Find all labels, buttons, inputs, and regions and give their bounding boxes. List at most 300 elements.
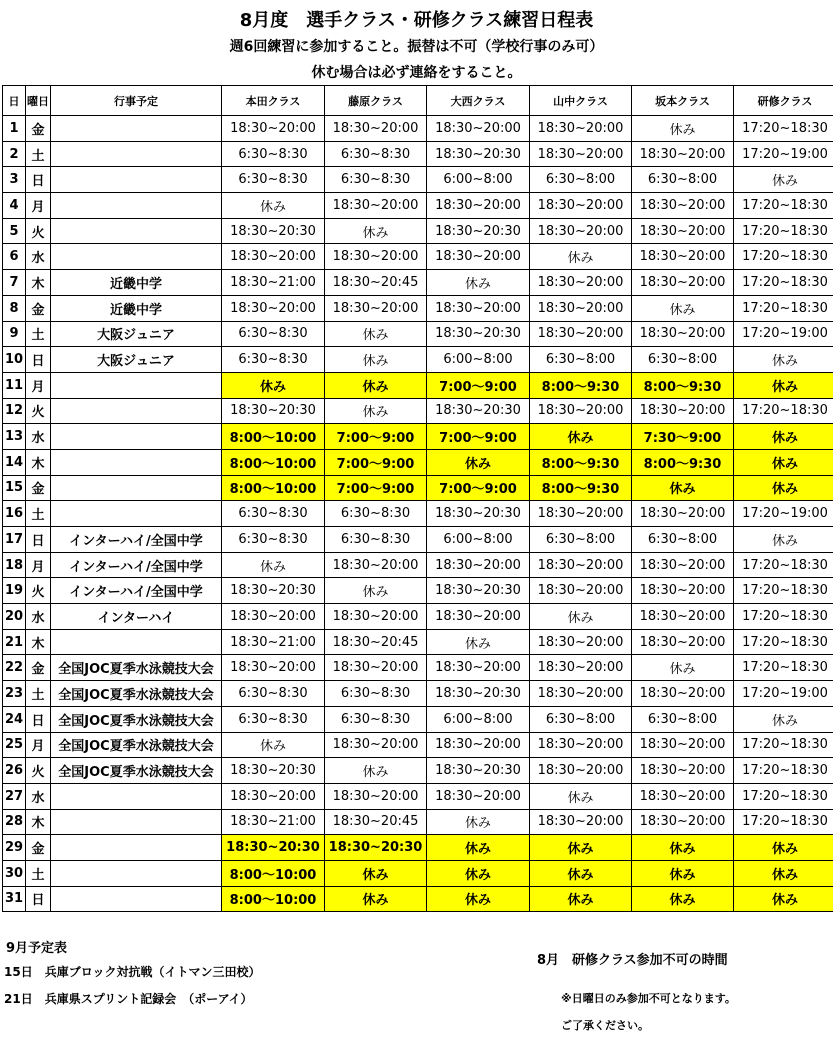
table-row — [3, 372, 833, 398]
sakamoto-time-cell: 6:30~8:00 — [632, 527, 734, 553]
fujiwara-time-cell: 18:30~20:00 — [325, 193, 427, 219]
trainee-time-cell: 17:20~19:00 — [734, 501, 833, 527]
trainee-time-cell: 休み — [734, 860, 833, 886]
col-header-day: 日 — [3, 86, 26, 116]
day-cell: 17 — [3, 527, 26, 553]
honda-time-cell: 18:30~20:30 — [222, 758, 325, 784]
weekday-cell: 土 — [26, 321, 51, 347]
event-cell: 近畿中学 — [51, 295, 222, 321]
table-row — [3, 116, 833, 142]
onishi-time-cell: 18:30~20:00 — [427, 193, 530, 219]
table-row — [3, 527, 833, 553]
honda-time-cell: 6:30~8:30 — [222, 681, 325, 707]
fujiwara-time-cell: 18:30~20:00 — [325, 552, 427, 578]
onishi-time-cell: 18:30~20:00 — [427, 655, 530, 681]
trainee-time-cell: 17:20~18:30 — [734, 552, 833, 578]
day-cell: 31 — [3, 886, 26, 912]
weekday-cell: 月 — [26, 732, 51, 758]
event-cell — [51, 116, 222, 142]
table-row — [3, 295, 833, 321]
honda-time-cell: 18:30~21:00 — [222, 270, 325, 296]
weekday-cell: 日 — [26, 527, 51, 553]
weekday-cell: 木 — [26, 270, 51, 296]
event-cell: インターハイ — [51, 604, 222, 630]
event-cell — [51, 860, 222, 886]
sakamoto-time-cell: 休み — [632, 295, 734, 321]
trainee-time-cell: 休み — [734, 886, 833, 912]
day-cell: 18 — [3, 552, 26, 578]
trainee-time-cell: 17:20~18:30 — [734, 193, 833, 219]
table-row — [3, 552, 833, 578]
sakamoto-time-cell: 18:30~20:00 — [632, 578, 734, 604]
trainee-time-cell: 17:20~19:00 — [734, 681, 833, 707]
sakamoto-time-cell: 休み — [632, 886, 734, 912]
day-cell: 4 — [3, 193, 26, 219]
sakamoto-time-cell: 18:30~20:00 — [632, 141, 734, 167]
yamanaka-time-cell: 6:30~8:00 — [530, 527, 632, 553]
event-cell — [51, 783, 222, 809]
trainee-time-cell: 17:20~18:30 — [734, 809, 833, 835]
trainee-note: ご了承ください。 — [561, 1019, 649, 1032]
col-header-event: 行事予定 — [51, 86, 222, 116]
weekday-cell: 金 — [26, 835, 51, 861]
table-row — [3, 655, 833, 681]
trainee-time-cell: 17:20~18:30 — [734, 295, 833, 321]
weekday-cell: 月 — [26, 372, 51, 398]
day-cell: 15 — [3, 475, 26, 501]
day-cell: 1 — [3, 116, 26, 142]
honda-time-cell: 8:00～10:00 — [222, 886, 325, 912]
yamanaka-time-cell: 6:30~8:00 — [530, 167, 632, 193]
september-item: 15日 兵庫ブロック対抗戦（イトマン三田校） — [4, 965, 261, 979]
yamanaka-time-cell: 18:30~20:00 — [530, 218, 632, 244]
table-row — [3, 809, 833, 835]
onishi-time-cell: 休み — [427, 835, 530, 861]
fujiwara-time-cell: 18:30~20:45 — [325, 270, 427, 296]
honda-time-cell: 18:30~20:00 — [222, 783, 325, 809]
honda-time-cell: 6:30~8:30 — [222, 167, 325, 193]
trainee-time-cell: 17:20~18:30 — [734, 758, 833, 784]
fujiwara-time-cell: 7:00～9:00 — [325, 475, 427, 501]
table-row — [3, 501, 833, 527]
fujiwara-time-cell: 18:30~20:00 — [325, 655, 427, 681]
event-cell — [51, 835, 222, 861]
fujiwara-time-cell: 7:00～9:00 — [325, 424, 427, 450]
table-row — [3, 629, 833, 655]
table-row — [3, 270, 833, 296]
honda-time-cell: 18:30~20:00 — [222, 116, 325, 142]
trainee-time-cell: 休み — [734, 475, 833, 501]
weekday-cell: 火 — [26, 218, 51, 244]
sakamoto-time-cell: 18:30~20:00 — [632, 758, 734, 784]
sakamoto-time-cell: 18:30~20:00 — [632, 501, 734, 527]
weekday-cell: 土 — [26, 141, 51, 167]
day-cell: 22 — [3, 655, 26, 681]
event-cell — [51, 449, 222, 475]
onishi-time-cell: 18:30~20:30 — [427, 141, 530, 167]
event-cell — [51, 244, 222, 270]
trainee-time-cell: 休み — [734, 167, 833, 193]
honda-time-cell: 18:30~20:30 — [222, 578, 325, 604]
honda-time-cell: 8:00～10:00 — [222, 860, 325, 886]
day-cell: 26 — [3, 758, 26, 784]
fujiwara-time-cell: 休み — [325, 372, 427, 398]
yamanaka-time-cell: 6:30~8:00 — [530, 706, 632, 732]
trainee-time-cell: 17:20~18:30 — [734, 783, 833, 809]
event-cell — [51, 629, 222, 655]
event-cell: 近畿中学 — [51, 270, 222, 296]
onishi-time-cell: 休み — [427, 809, 530, 835]
onishi-time-cell: 7:00～9:00 — [427, 372, 530, 398]
yamanaka-time-cell: 休み — [530, 244, 632, 270]
honda-time-cell: 18:30~20:00 — [222, 655, 325, 681]
table-row — [3, 449, 833, 475]
table-row — [3, 681, 833, 707]
weekday-cell: 火 — [26, 758, 51, 784]
fujiwara-time-cell: 18:30~20:00 — [325, 244, 427, 270]
col-header-dow: 曜日 — [26, 86, 51, 116]
table-row — [3, 141, 833, 167]
table-row — [3, 321, 833, 347]
yamanaka-time-cell: 18:30~20:00 — [530, 809, 632, 835]
fujiwara-time-cell: 18:30~20:00 — [325, 295, 427, 321]
col-header-trainee: 研修クラス — [734, 86, 833, 116]
day-cell: 25 — [3, 732, 26, 758]
col-header-onishi: 大西クラス — [427, 86, 530, 116]
col-header-fujiwara: 藤原クラス — [325, 86, 427, 116]
fujiwara-time-cell: 休み — [325, 886, 427, 912]
event-cell: 全国JOC夏季水泳競技大会 — [51, 655, 222, 681]
sakamoto-time-cell: 6:30~8:00 — [632, 167, 734, 193]
table-row — [3, 167, 833, 193]
day-cell: 23 — [3, 681, 26, 707]
table-row — [3, 475, 833, 501]
table-row — [3, 835, 833, 861]
trainee-time-cell: 17:20~19:00 — [734, 141, 833, 167]
day-cell: 21 — [3, 629, 26, 655]
yamanaka-time-cell: 18:30~20:00 — [530, 116, 632, 142]
event-cell: 大阪ジュニア — [51, 347, 222, 373]
weekday-cell: 木 — [26, 449, 51, 475]
weekday-cell: 火 — [26, 578, 51, 604]
honda-time-cell: 18:30~20:00 — [222, 604, 325, 630]
table-row — [3, 783, 833, 809]
yamanaka-time-cell: 8:00～9:30 — [530, 449, 632, 475]
table-row — [3, 398, 833, 424]
yamanaka-time-cell: 休み — [530, 860, 632, 886]
event-cell: 大阪ジュニア — [51, 321, 222, 347]
onishi-time-cell: 18:30~20:00 — [427, 244, 530, 270]
weekday-cell: 木 — [26, 809, 51, 835]
sakamoto-time-cell: 6:30~8:00 — [632, 706, 734, 732]
header-row — [3, 86, 833, 116]
event-cell — [51, 193, 222, 219]
day-cell: 12 — [3, 398, 26, 424]
fujiwara-time-cell: 18:30~20:30 — [325, 835, 427, 861]
weekday-cell: 金 — [26, 475, 51, 501]
fujiwara-time-cell: 18:30~20:00 — [325, 783, 427, 809]
september-title: 9月予定表 — [6, 941, 68, 956]
trainee-time-cell: 休み — [734, 424, 833, 450]
fujiwara-time-cell: 18:30~20:00 — [325, 732, 427, 758]
day-cell: 24 — [3, 706, 26, 732]
yamanaka-time-cell: 休み — [530, 604, 632, 630]
event-cell — [51, 398, 222, 424]
table-row — [3, 578, 833, 604]
trainee-note-title: 8月 研修クラス参加不可の時間 — [537, 953, 728, 968]
onishi-time-cell: 18:30~20:30 — [427, 398, 530, 424]
event-cell — [51, 141, 222, 167]
trainee-time-cell: 休み — [734, 835, 833, 861]
onishi-time-cell: 18:30~20:30 — [427, 321, 530, 347]
september-item: 21日 兵庫県スプリント記録会 （ポーアイ） — [4, 992, 253, 1006]
trainee-time-cell: 17:20~18:30 — [734, 270, 833, 296]
honda-time-cell: 休み — [222, 372, 325, 398]
sakamoto-time-cell: 休み — [632, 475, 734, 501]
fujiwara-time-cell: 18:30~20:00 — [325, 604, 427, 630]
event-cell — [51, 475, 222, 501]
honda-time-cell: 6:30~8:30 — [222, 141, 325, 167]
weekday-cell: 土 — [26, 860, 51, 886]
honda-time-cell: 6:30~8:30 — [222, 321, 325, 347]
fujiwara-time-cell: 7:00～9:00 — [325, 449, 427, 475]
yamanaka-time-cell: 18:30~20:00 — [530, 681, 632, 707]
event-cell: 全国JOC夏季水泳競技大会 — [51, 732, 222, 758]
weekday-cell: 日 — [26, 167, 51, 193]
table-row — [3, 732, 833, 758]
table-row — [3, 347, 833, 373]
honda-time-cell: 18:30~20:30 — [222, 218, 325, 244]
weekday-cell: 水 — [26, 424, 51, 450]
day-cell: 28 — [3, 809, 26, 835]
day-cell: 8 — [3, 295, 26, 321]
yamanaka-time-cell: 18:30~20:00 — [530, 578, 632, 604]
sakamoto-time-cell: 18:30~20:00 — [632, 809, 734, 835]
onishi-time-cell: 休み — [427, 886, 530, 912]
sakamoto-time-cell: 18:30~20:00 — [632, 244, 734, 270]
onishi-time-cell: 18:30~20:00 — [427, 783, 530, 809]
table-row — [3, 886, 833, 912]
fujiwara-time-cell: 18:30~20:45 — [325, 629, 427, 655]
onishi-time-cell: 6:00~8:00 — [427, 347, 530, 373]
trainee-time-cell: 休み — [734, 527, 833, 553]
day-cell: 3 — [3, 167, 26, 193]
weekday-cell: 水 — [26, 783, 51, 809]
event-cell: 全国JOC夏季水泳競技大会 — [51, 681, 222, 707]
yamanaka-time-cell: 18:30~20:00 — [530, 193, 632, 219]
day-cell: 5 — [3, 218, 26, 244]
onishi-time-cell: 18:30~20:30 — [427, 218, 530, 244]
weekday-cell: 金 — [26, 295, 51, 321]
yamanaka-time-cell: 18:30~20:00 — [530, 270, 632, 296]
trainee-time-cell: 17:20~18:30 — [734, 732, 833, 758]
day-cell: 16 — [3, 501, 26, 527]
honda-time-cell: 6:30~8:30 — [222, 501, 325, 527]
fujiwara-time-cell: 18:30~20:45 — [325, 809, 427, 835]
onishi-time-cell: 休み — [427, 860, 530, 886]
honda-time-cell: 8:00～10:00 — [222, 449, 325, 475]
sakamoto-time-cell: 18:30~20:00 — [632, 398, 734, 424]
sakamoto-time-cell: 6:30~8:00 — [632, 347, 734, 373]
weekday-cell: 土 — [26, 501, 51, 527]
col-header-sakamoto: 坂本クラス — [632, 86, 734, 116]
day-cell: 13 — [3, 424, 26, 450]
weekday-cell: 日 — [26, 706, 51, 732]
table-row — [3, 244, 833, 270]
sakamoto-time-cell: 18:30~20:00 — [632, 604, 734, 630]
event-cell — [51, 218, 222, 244]
table-row — [3, 860, 833, 886]
fujiwara-time-cell: 6:30~8:30 — [325, 141, 427, 167]
trainee-time-cell: 17:20~18:30 — [734, 629, 833, 655]
day-cell: 10 — [3, 347, 26, 373]
event-cell: インターハイ/全国中学 — [51, 578, 222, 604]
day-cell: 14 — [3, 449, 26, 475]
rule-weekly: 週6回練習に参加すること。振替は不可（学校行事のみ可） — [229, 39, 604, 55]
fujiwara-time-cell: 休み — [325, 218, 427, 244]
yamanaka-time-cell: 休み — [530, 886, 632, 912]
weekday-cell: 水 — [26, 244, 51, 270]
day-cell: 20 — [3, 604, 26, 630]
yamanaka-time-cell: 休み — [530, 783, 632, 809]
fujiwara-time-cell: 6:30~8:30 — [325, 706, 427, 732]
yamanaka-time-cell: 18:30~20:00 — [530, 552, 632, 578]
honda-time-cell: 18:30~20:30 — [222, 398, 325, 424]
yamanaka-time-cell: 休み — [530, 424, 632, 450]
onishi-time-cell: 7:00～9:00 — [427, 475, 530, 501]
onishi-time-cell: 18:30~20:00 — [427, 732, 530, 758]
onishi-time-cell: 18:30~20:00 — [427, 295, 530, 321]
onishi-time-cell: 7:00～9:00 — [427, 424, 530, 450]
fujiwara-time-cell: 休み — [325, 758, 427, 784]
event-cell: 全国JOC夏季水泳競技大会 — [51, 706, 222, 732]
sakamoto-time-cell: 8:00～9:30 — [632, 372, 734, 398]
event-cell — [51, 167, 222, 193]
trainee-time-cell: 17:20~18:30 — [734, 655, 833, 681]
honda-time-cell: 6:30~8:30 — [222, 706, 325, 732]
table-row — [3, 758, 833, 784]
yamanaka-time-cell: 8:00～9:30 — [530, 372, 632, 398]
honda-time-cell: 18:30~21:00 — [222, 629, 325, 655]
day-cell: 19 — [3, 578, 26, 604]
sakamoto-time-cell: 7:30～9:00 — [632, 424, 734, 450]
sakamoto-time-cell: 休み — [632, 835, 734, 861]
fujiwara-time-cell: 休み — [325, 860, 427, 886]
fujiwara-time-cell: 休み — [325, 321, 427, 347]
rule-absence: 休む場合は必ず連絡をすること。 — [311, 65, 522, 81]
trainee-time-cell: 17:20~18:30 — [734, 398, 833, 424]
onishi-time-cell: 6:00~8:00 — [427, 527, 530, 553]
table-row — [3, 424, 833, 450]
yamanaka-time-cell: 18:30~20:00 — [530, 321, 632, 347]
yamanaka-time-cell: 18:30~20:00 — [530, 629, 632, 655]
sakamoto-time-cell: 休み — [632, 860, 734, 886]
sakamoto-time-cell: 18:30~20:00 — [632, 681, 734, 707]
sakamoto-time-cell: 18:30~20:00 — [632, 629, 734, 655]
honda-time-cell: 18:30~20:00 — [222, 295, 325, 321]
trainee-time-cell: 17:20~19:00 — [734, 321, 833, 347]
sakamoto-time-cell: 18:30~20:00 — [632, 270, 734, 296]
sakamoto-time-cell: 18:30~20:00 — [632, 321, 734, 347]
event-cell — [51, 372, 222, 398]
honda-time-cell: 18:30~20:30 — [222, 835, 325, 861]
table-row — [3, 193, 833, 219]
yamanaka-time-cell: 6:30~8:00 — [530, 347, 632, 373]
weekday-cell: 日 — [26, 886, 51, 912]
fujiwara-time-cell: 18:30~20:00 — [325, 116, 427, 142]
honda-time-cell: 18:30~21:00 — [222, 809, 325, 835]
yamanaka-time-cell: 18:30~20:00 — [530, 398, 632, 424]
weekday-cell: 日 — [26, 347, 51, 373]
event-cell: インターハイ/全国中学 — [51, 552, 222, 578]
yamanaka-time-cell: 18:30~20:00 — [530, 501, 632, 527]
weekday-cell: 金 — [26, 655, 51, 681]
event-cell — [51, 809, 222, 835]
honda-time-cell: 8:00～10:00 — [222, 475, 325, 501]
fujiwara-time-cell: 6:30~8:30 — [325, 167, 427, 193]
onishi-time-cell: 18:30~20:30 — [427, 758, 530, 784]
day-cell: 30 — [3, 860, 26, 886]
table-row — [3, 218, 833, 244]
col-header-yamanaka: 山中クラス — [530, 86, 632, 116]
event-cell — [51, 886, 222, 912]
onishi-time-cell: 18:30~20:00 — [427, 604, 530, 630]
weekday-cell: 水 — [26, 604, 51, 630]
event-cell — [51, 501, 222, 527]
day-cell: 29 — [3, 835, 26, 861]
trainee-note: ※日曜日のみ参加不可となります。 — [561, 992, 736, 1005]
trainee-time-cell: 17:20~18:30 — [734, 604, 833, 630]
fujiwara-time-cell: 6:30~8:30 — [325, 681, 427, 707]
yamanaka-time-cell: 18:30~20:00 — [530, 141, 632, 167]
weekday-cell: 土 — [26, 681, 51, 707]
weekday-cell: 金 — [26, 116, 51, 142]
trainee-time-cell: 17:20~18:30 — [734, 116, 833, 142]
honda-time-cell: 休み — [222, 552, 325, 578]
yamanaka-time-cell: 18:30~20:00 — [530, 758, 632, 784]
yamanaka-time-cell: 8:00～9:30 — [530, 475, 632, 501]
table-row — [3, 604, 833, 630]
yamanaka-time-cell: 18:30~20:00 — [530, 295, 632, 321]
honda-time-cell: 休み — [222, 732, 325, 758]
page-title: 8月度 選手クラス・研修クラス練習日程表 — [239, 10, 594, 31]
fujiwara-time-cell: 休み — [325, 578, 427, 604]
honda-time-cell: 6:30~8:30 — [222, 347, 325, 373]
day-cell: 7 — [3, 270, 26, 296]
sakamoto-time-cell: 18:30~20:00 — [632, 218, 734, 244]
weekday-cell: 月 — [26, 193, 51, 219]
trainee-time-cell: 17:20~18:30 — [734, 244, 833, 270]
schedule-table — [2, 85, 833, 912]
day-cell: 27 — [3, 783, 26, 809]
event-cell: インターハイ/全国中学 — [51, 527, 222, 553]
trainee-time-cell: 17:20~18:30 — [734, 578, 833, 604]
fujiwara-time-cell: 6:30~8:30 — [325, 527, 427, 553]
honda-time-cell: 6:30~8:30 — [222, 527, 325, 553]
day-cell: 2 — [3, 141, 26, 167]
trainee-time-cell: 休み — [734, 706, 833, 732]
onishi-time-cell: 18:30~20:00 — [427, 552, 530, 578]
event-cell — [51, 424, 222, 450]
onishi-time-cell: 休み — [427, 629, 530, 655]
onishi-time-cell: 18:30~20:30 — [427, 501, 530, 527]
trainee-time-cell: 休み — [734, 449, 833, 475]
weekday-cell: 火 — [26, 398, 51, 424]
day-cell: 9 — [3, 321, 26, 347]
sakamoto-time-cell: 18:30~20:00 — [632, 732, 734, 758]
onishi-time-cell: 休み — [427, 270, 530, 296]
col-header-honda: 本田クラス — [222, 86, 325, 116]
